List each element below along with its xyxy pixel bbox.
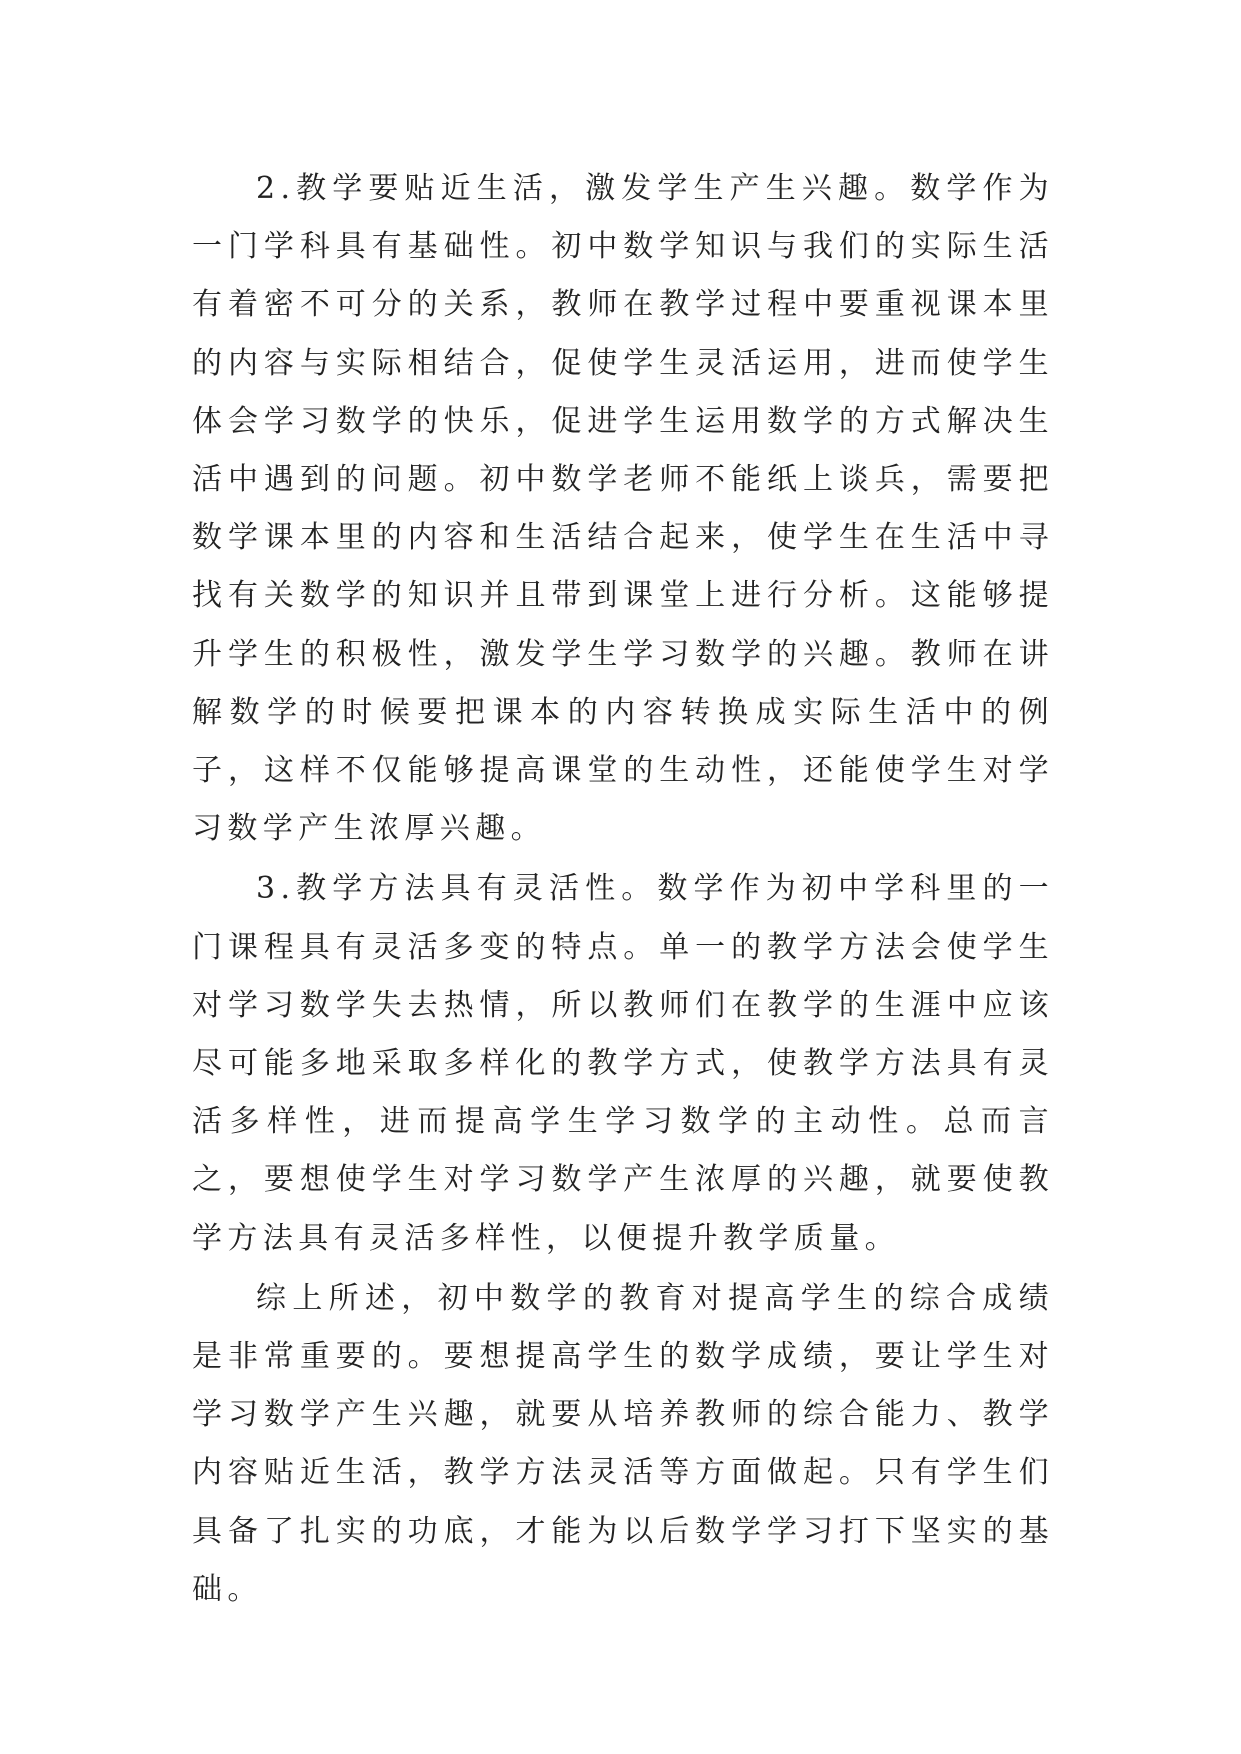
paragraph-conclusion: 综上所述，初中数学的教育对提高学生的综合成绩是非常重要的。要想提高学生的数学成绩，要让学生对学习数学产生兴趣，就要从培养教师的综合能力、教学内容贴近生活，教学方法灵活等方面做起。只有学生们具备了扎实的功底，才能为以后数学学习打下坚实的基础。 <box>192 1280 1054 1607</box>
paragraph-teaching-close-to-life: 2.教学要贴近生活，激发学生产生兴趣。数学作为一门学科具有基础性。初中数学知识与我们的实际生活有着密不可分的关系，教师在教学过程中要重视课本里的内容与实际相结合，促使学生灵活运用，进而使学生体会学习数学的快乐，促进学生运用数学的方式解决生活中遇到的问题。初中数学老师不能纸上谈兵，需要把数学课本里的内容和生活结合起来，使学生在生活中寻找有关数学的知识并且带到课堂上进行分析。这能够提升学生的积极性，激发学生学习数学的兴趣。教师在讲解数学的时候要把课本的内容转换成实际生活中的例子，这样不仅能够提高课堂的生动性，还能使学生对学习数学产生浓厚兴趣。 <box>192 171 1054 847</box>
paragraph-flexible-methods: 3.教学方法具有灵活性。数学作为初中学科里的一门课程具有灵活多变的特点。单一的教学方法会使学生对学习数学失去热情，所以教师们在教学的生涯中应该尽可能多地采取多样化的教学方式，使教学方法具有灵活多样性，进而提高学生学习数学的主动性。总而言之，要想使学生对学习数学产生浓厚的兴趣，就要使教学方法具有灵活多样性，以便提升教学质量。 <box>192 871 1054 1256</box>
document-body <box>192 160 1054 1619</box>
